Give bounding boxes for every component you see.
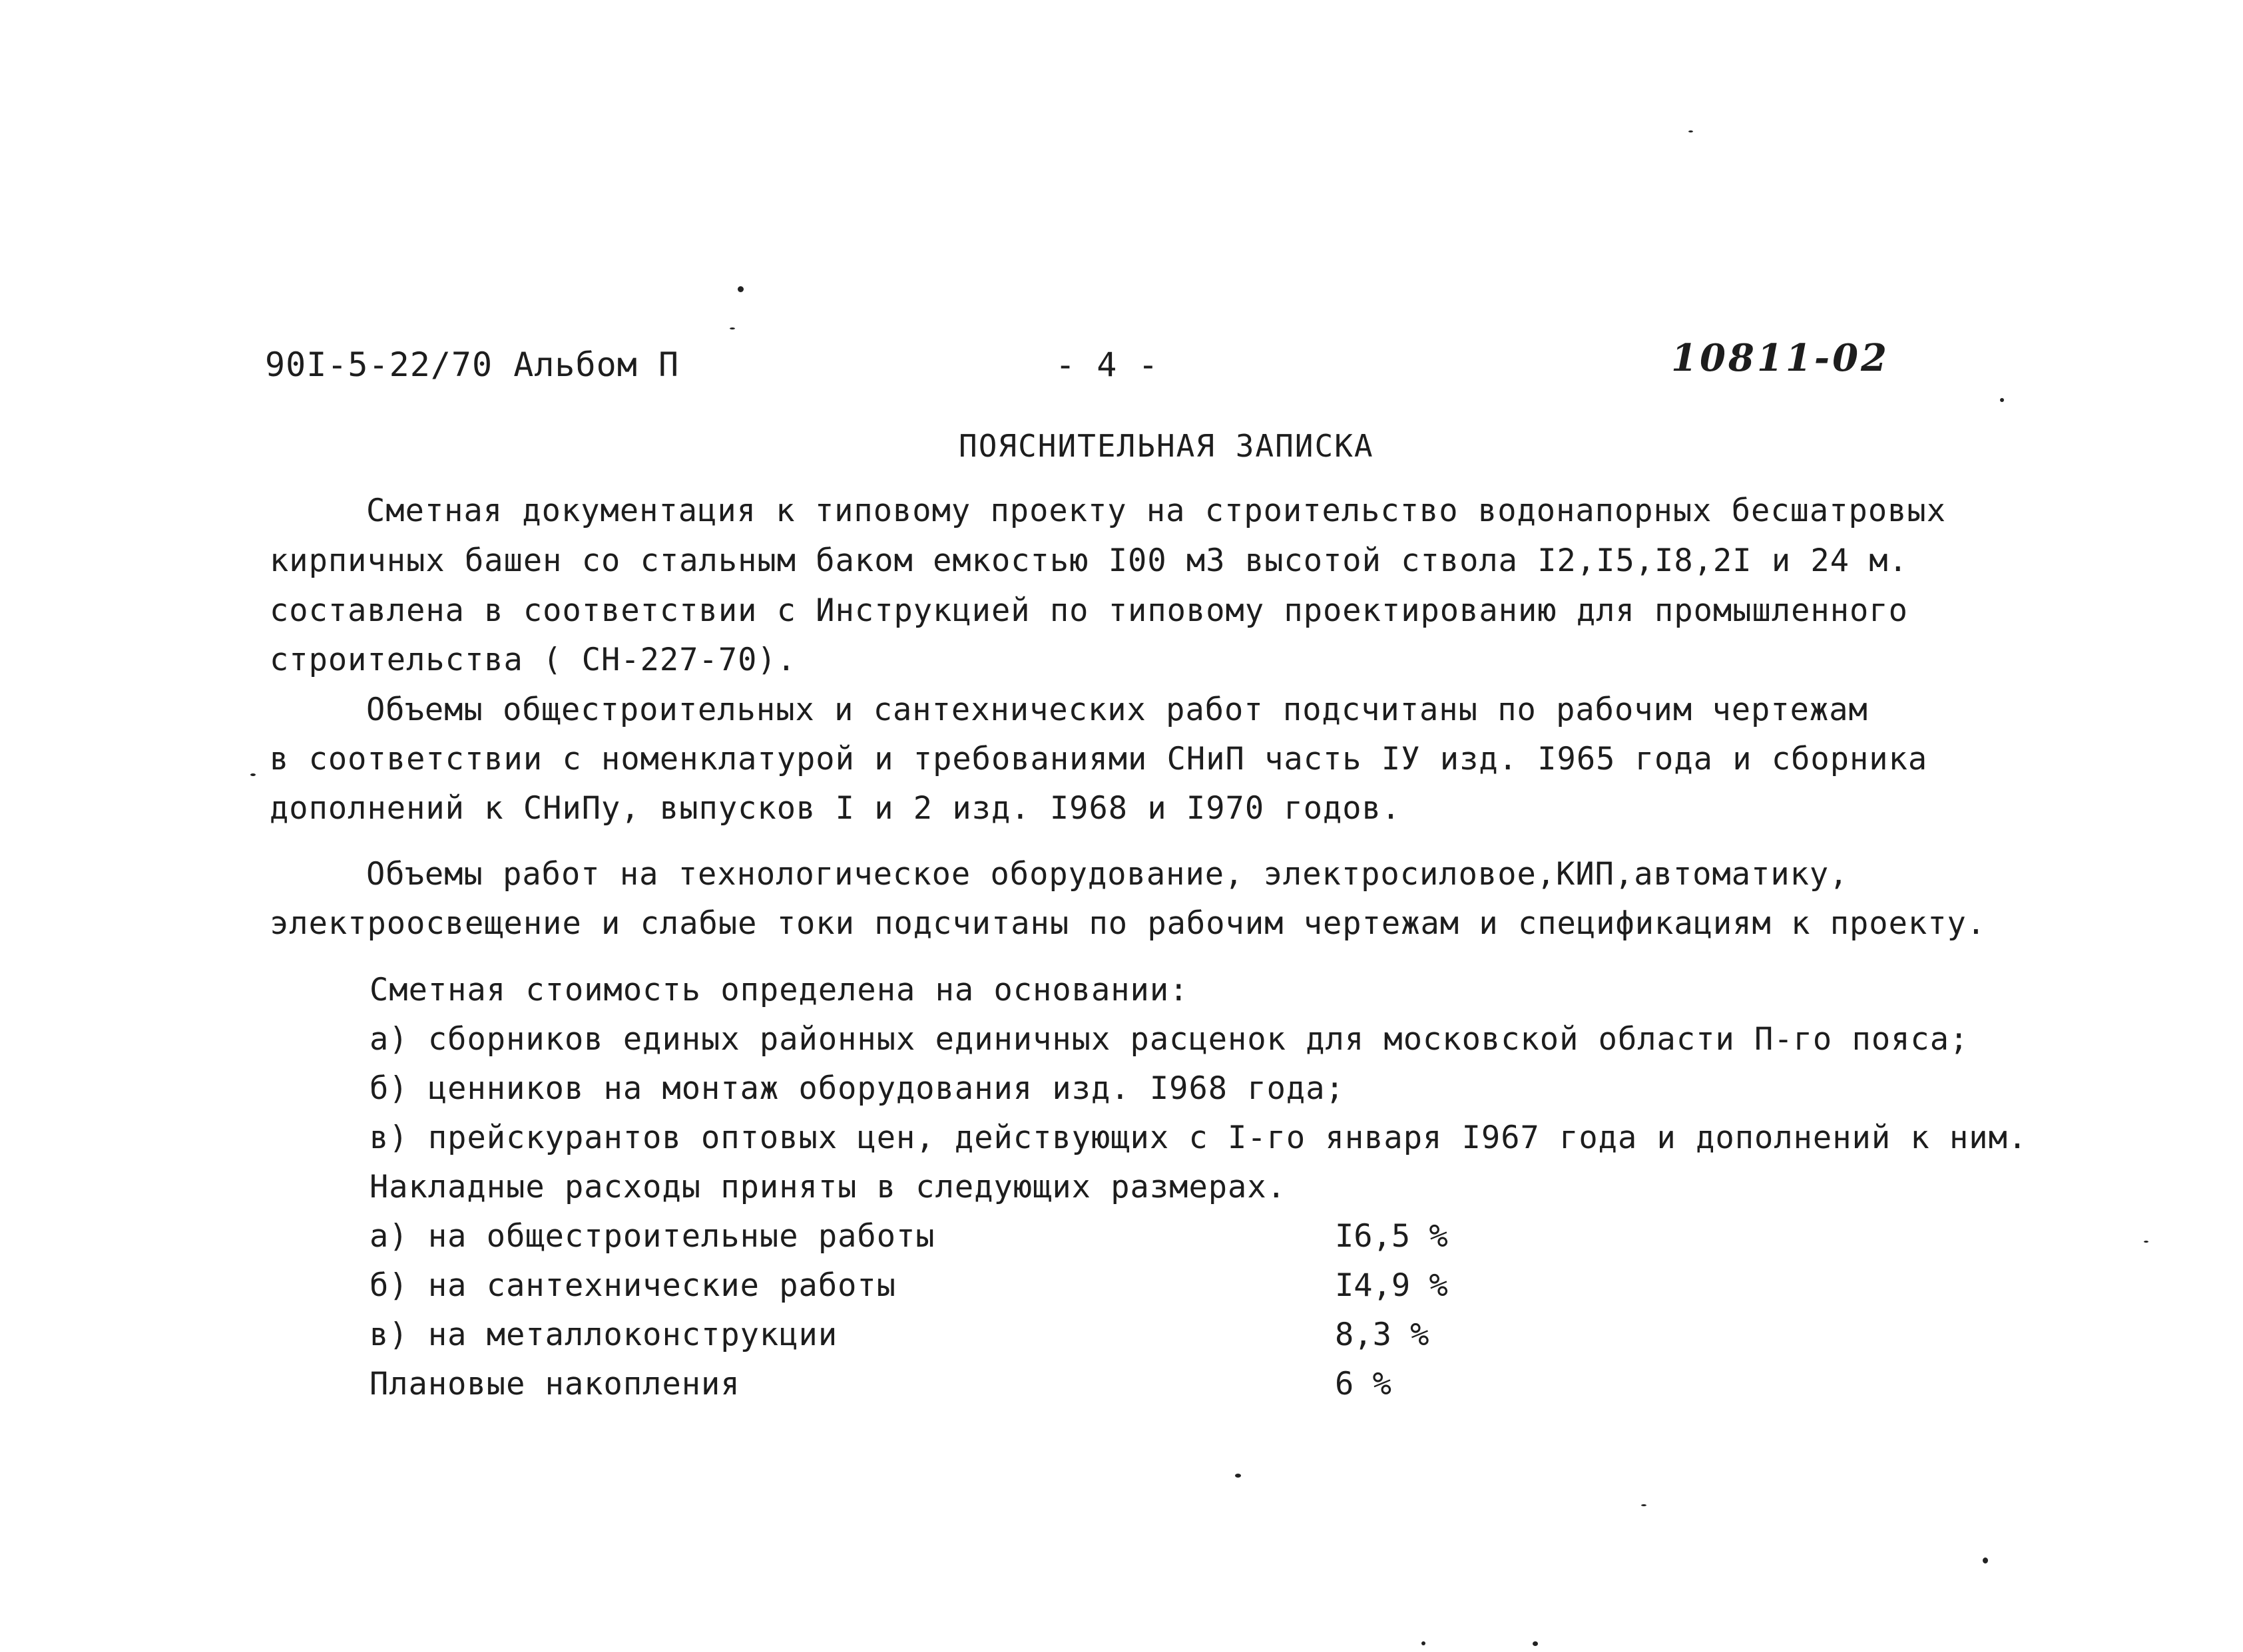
archive-number: 10811-02: [1671, 336, 1889, 380]
scan-speck: [738, 286, 744, 292]
scan-speck: [1688, 130, 1693, 132]
overhead-row-value: I6,5 %: [1335, 1218, 1448, 1255]
overheads-heading: Накладные расходы приняты в следующих размерах.: [370, 1169, 1286, 1205]
paragraph3-line: электроосвещение и слабые токи подсчитаны по рабочим чертежам и спецификациям к проекту.: [270, 905, 1987, 942]
scan-speck: [2144, 1241, 2148, 1243]
paragraph1-line: Сметная документация к типовому проекту на строительство водонапорных бесшатровых: [366, 493, 1947, 529]
overhead-row-label: Плановые накопления: [370, 1366, 740, 1402]
page-number: - 4 -: [1055, 345, 1159, 384]
doc-code: 90I-5-22/70 Альбом П: [265, 345, 680, 384]
overhead-row-label: а) на общестроительные работы: [370, 1218, 935, 1255]
scan-speck: [2000, 398, 2004, 402]
paragraph1-line: строительства ( СН-227-70).: [270, 642, 797, 678]
scan-speck: [250, 773, 256, 776]
cost-basis-item: а) сборников единых районных единичных расценок для московской области П-го пояса;: [370, 1021, 1969, 1058]
overhead-row-label: в) на металлоконструкции: [370, 1317, 838, 1353]
paragraph1-line: кирпичных башен со стальным баком емкостью I00 м3 высотой ствола I2,I5,I8,2I и 24 м.: [270, 542, 1908, 579]
overhead-row-value: 6 %: [1335, 1366, 1391, 1402]
paragraph3-line: Объемы работ на технологическое оборудование, электросиловое,КИП,автоматику,: [366, 856, 1849, 893]
overhead-row-value: 8,3 %: [1335, 1317, 1429, 1353]
paragraph2-line: дополнений к СНиПу, выпусков I и 2 изд. I968 и I970 годов.: [270, 790, 1401, 827]
paragraph1-line: составлена в соответствии с Инструкцией по типовому проектированию для промышленного: [270, 592, 1908, 629]
overhead-row-label: б) на сантехнические работы: [370, 1267, 897, 1304]
scan-speck: [1235, 1474, 1241, 1478]
scan-speck: [730, 327, 735, 329]
cost-basis-item: б) ценников на монтаж оборудования изд. I968 года;: [370, 1070, 1345, 1107]
cost-basis-item: в) прейскурантов оптовых цен, действующих с I-го января I967 года и дополнений к ним.: [370, 1120, 2028, 1156]
scan-speck: [1533, 1641, 1538, 1646]
cost-basis-heading: Сметная стоимость определена на основании:: [370, 972, 1189, 1008]
paragraph2-line: в соответствии с номенклатурой и требованиями СНиП часть IУ изд. I965 года и сборника: [270, 741, 1928, 777]
document-title: ПОЯСНИТЕЛЬНАЯ ЗАПИСКА: [959, 428, 1374, 464]
scan-speck: [1983, 1557, 1988, 1563]
scan-speck: [1421, 1641, 1425, 1645]
scan-speck: [1641, 1504, 1646, 1506]
overhead-row-value: I4,9 %: [1335, 1267, 1448, 1304]
paragraph2-line: Объемы общестроительных и сантехнических работ подсчитаны по рабочим чертежам: [366, 692, 1868, 728]
